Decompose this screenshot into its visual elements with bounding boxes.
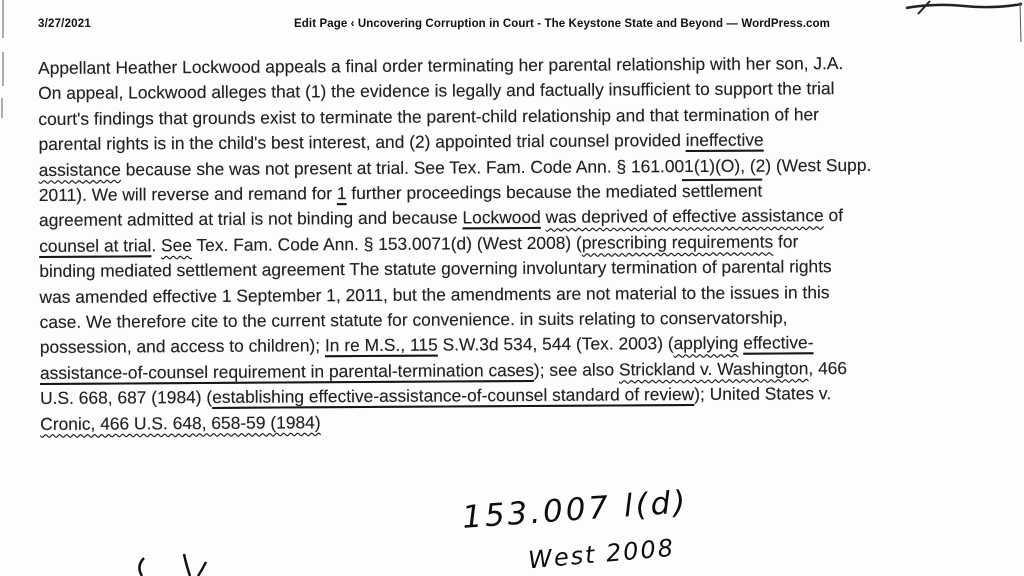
pen-marked-text: counsel at trial [39, 235, 152, 256]
pen-marked-text: prescribing requirements [581, 231, 774, 253]
text-segment: . [151, 235, 162, 256]
handwritten-note-statute: 153.007 l(d) [461, 484, 690, 536]
text-segment: was amended effective 1 September 1, 2011, but the amendments are not material to the issues in this [39, 281, 830, 307]
text-segment: possession, and access to children); [39, 335, 326, 358]
print-date: 3/27/2021 [38, 18, 91, 30]
text-segment: further proceedings because the mediated [346, 181, 683, 204]
text-segment: 2011). We will reverse and remand for [38, 183, 337, 206]
text-segment: On appeal, Lockwood alleges that (1) the evidence is legally and factually insufficient to support the trial [38, 78, 835, 104]
pen-marked-text: establishing effective-assistance-of-counsel standard of review [212, 384, 695, 408]
pen-marked-text: In re M.S., 115 [324, 335, 438, 356]
text-segment: U.S. 668, 687 (1984) ( [40, 387, 213, 409]
pen-marked-text: was deprived of effective assistance [545, 205, 824, 228]
text-segment: ); United States v. [694, 383, 832, 405]
handwritten-strokes-partial [110, 552, 250, 576]
text-segment: , 466 [808, 357, 848, 379]
pen-marked-text: Cronic, 466 U.S. 648, 658-59 (1984) [40, 411, 321, 434]
document-body [38, 50, 1000, 437]
text-segment: of [823, 205, 844, 226]
print-header [0, 16, 1024, 36]
text-segment: because she was not present at trial. See Tex. Fam. Code Ann. § 161.001(1)(O), (2) (West Supp. [120, 154, 872, 180]
text-segment: parental rights is in the child's best interest, and (2) appointed trial counsel provided [38, 130, 686, 155]
pen-marked-text: settlement [681, 180, 763, 202]
text-segment: binding mediated settlement agreement The statute governing involuntary termination of parental rights [39, 256, 832, 282]
pen-marked-text: ineffective [685, 129, 764, 151]
text-segment: Tex. Fam. Code Ann. § 153.0071(d) (West 2008) ( [191, 232, 582, 255]
handwritten-note-year: West 2008 [527, 533, 677, 575]
text-segment: for [773, 231, 799, 252]
text-segment: case. We therefore cite to the current statute for convenience. in suits relating to conservatorship, [39, 307, 788, 333]
pen-marked-text: 1 [336, 183, 347, 204]
pen-marked-text: effective- [743, 332, 814, 354]
pen-marked-text: See [160, 234, 192, 256]
pen-marked-text: Strickland v. Washington [618, 358, 809, 380]
print-title: Edit Page ‹ Uncovering Corruption in Court - The Keystone State and Beyond — WordPress.com [294, 18, 830, 30]
text-segment: ); see also [533, 359, 620, 380]
pen-marked-text: assistance [38, 159, 121, 180]
pen-marked-text: Lockwood [462, 207, 541, 228]
text-segment: Appellant Heather Lockwood appeals a final order terminating her parental relationship with her son, J.A. [38, 53, 844, 78]
text-segment: S.W.3d 534, 544 (Tex. 2003) ( [437, 333, 674, 356]
text-segment: agreement admitted at trial is not binding and because [38, 207, 463, 231]
pen-marked-text: assistance-of-counsel requirement in parental-termination cases [39, 359, 534, 383]
text-segment: court's findings that grounds exist to terminate the parent-child relationship and that termination of her [38, 104, 819, 129]
text-line [40, 406, 1000, 437]
pen-marked-text: applying [673, 333, 739, 354]
